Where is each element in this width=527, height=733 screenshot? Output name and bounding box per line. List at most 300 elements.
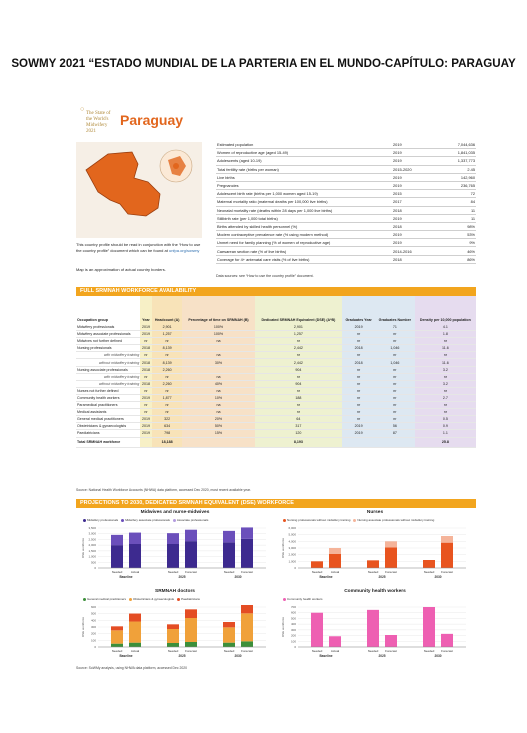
workforce-cell: 30%: [182, 359, 254, 366]
y-tick-label: 400: [290, 622, 296, 627]
workforce-cell: 188: [255, 394, 343, 401]
stats-row: [216, 206, 476, 214]
bar-segment: [241, 527, 253, 538]
bar-segment: [241, 641, 253, 647]
bar-segment: [367, 610, 379, 647]
workforce-header: Year: [140, 296, 152, 324]
workforce-total-empty: [342, 437, 375, 447]
y-tick-label: 1,500: [88, 548, 96, 553]
workforce-cell: without midwifery training: [76, 359, 140, 366]
stats-year: 2015-2020: [392, 165, 438, 173]
legend-item: [126, 597, 174, 601]
workforce-cell: 2,442: [255, 345, 343, 352]
country-profile: [76, 104, 476, 284]
workforce-total-label: Total SRMNAH workforce: [76, 437, 140, 447]
legend-label: Community health workers: [287, 597, 323, 601]
workforce-cell: 40%: [182, 380, 254, 387]
workforce-cell: 1.8: [415, 331, 476, 338]
group-label: 2030: [234, 575, 242, 579]
workforce-cell: 1,257: [255, 331, 343, 338]
y-tick-label: 500: [290, 616, 296, 621]
stats-label: Adolescent birth rate (births per 1,000 women aged 15-19): [216, 190, 392, 198]
bar-segment: [241, 539, 253, 568]
workforce-cell: nr: [140, 402, 152, 409]
workforce-cell: Midwives not further defined: [76, 338, 140, 345]
workforce-cell: na: [182, 352, 254, 359]
workforce-header: Graduates Number: [375, 296, 415, 324]
stats-year: 2015: [392, 190, 438, 198]
workforce-cell: 904: [255, 380, 343, 387]
workforce-cell: 634: [152, 423, 183, 430]
workforce-cell: Nursing professionals: [76, 345, 140, 352]
legend-chw: [280, 597, 323, 601]
chart-title-nurses: Nurses: [366, 510, 384, 515]
x-tick-label: Needed: [223, 570, 235, 574]
workforce-cell: Paediatricians: [76, 430, 140, 437]
bar-segment: [385, 541, 397, 547]
stats-row: [216, 231, 476, 239]
workforce-cell: 2019: [141, 395, 150, 400]
stats-value: 98%: [438, 222, 476, 230]
group-label: Baseline: [119, 654, 133, 658]
workforce-row: [76, 331, 476, 338]
bar-segment: [185, 642, 197, 647]
x-tick-label: Forecast: [385, 570, 397, 574]
stats-value: 84: [438, 198, 476, 206]
stats-label: Unmet need for family planning (% of women of reproductive age): [216, 239, 392, 247]
workforce-cell: 2019: [141, 424, 150, 429]
document-heading: SOWMY 2021 “ESTADO MUNDIAL DE LA PARTERIA EN EL MUNDO-CAPÍTULO: PARAGUAY: [11, 57, 516, 70]
stats-label: Women of reproductive age (aged 15-49): [216, 149, 392, 157]
bar-segment: [111, 535, 123, 545]
stats-row: [216, 173, 476, 181]
workforce-cell: 15%: [182, 430, 254, 437]
y-tick-label: 0: [94, 566, 96, 570]
workforce-row: [76, 380, 476, 387]
y-tick-label: 2,500: [88, 537, 96, 542]
y-axis-label: DSE workforce: [81, 537, 85, 559]
workforce-cell: 2018: [342, 359, 375, 366]
y-tick-label: 600: [90, 605, 96, 609]
y-tick-label: 300: [90, 625, 96, 629]
legend-label: Paediatricians: [181, 597, 200, 601]
stats-value: 7,044,636: [438, 141, 476, 149]
stats-year: 2019: [392, 239, 438, 247]
workforce-cell: Medical assistants: [76, 409, 140, 416]
group-label: 2030: [434, 654, 442, 658]
workforce-cell: General medical practitioners: [76, 416, 140, 423]
bar-segment: [167, 544, 179, 568]
stats-value: 1,841,035: [438, 149, 476, 157]
workforce-cell: nr: [415, 409, 476, 416]
workforce-cell: nr: [375, 402, 415, 409]
y-tick-label: 6,000: [288, 526, 296, 530]
workforce-row: [76, 338, 476, 345]
stats-label: Estimated population: [216, 141, 392, 149]
workforce-cell: Midwifery associate professionals: [76, 331, 140, 338]
workforce-cell: nr: [152, 352, 183, 359]
workforce-cell: 10%: [182, 394, 254, 401]
bar-segment: [311, 561, 323, 568]
chart-nurses: [280, 526, 470, 584]
profile-url-link[interactable]: unfpa.org/sowmy: [168, 248, 200, 253]
workforce-total-density: 25.8: [415, 437, 476, 447]
bar-segment: [441, 536, 453, 543]
bar-segment: [223, 531, 235, 542]
workforce-total-headcount: 18,188: [152, 437, 183, 447]
stats-row: [216, 141, 476, 149]
legend-swatch: [83, 598, 86, 601]
stats-label: Modern contraceptive prevalence rate (% using modern method): [216, 231, 392, 239]
group-label: 2025: [178, 575, 186, 579]
stats-year: 2014-2016: [392, 247, 438, 255]
legend-label: Midwifery associate professionals: [125, 518, 170, 522]
workforce-row: [76, 352, 476, 359]
stats-row: [216, 255, 476, 263]
bar-segment: [129, 544, 141, 568]
y-tick-label: 0: [294, 645, 296, 649]
workforce-cell: 8,139: [152, 359, 183, 366]
legend-swatch: [283, 519, 286, 522]
workforce-cell: 2019: [141, 431, 150, 436]
workforce-cell: with midwifery training: [76, 352, 140, 359]
bar-segment: [185, 618, 197, 642]
workforce-cell: nr: [152, 409, 183, 416]
legend-swatch: [283, 598, 286, 601]
y-tick-label: 700: [290, 605, 296, 609]
workforce-cell: nr: [375, 366, 415, 373]
group-label: 2025: [178, 654, 186, 658]
bar-segment: [441, 634, 453, 647]
y-tick-label: 0: [94, 645, 96, 649]
bar-segment: [167, 624, 179, 629]
chart-title-chw: Community health workers: [344, 589, 406, 594]
stats-year: 2018: [392, 206, 438, 214]
stats-year: 2019: [392, 173, 438, 181]
legend-label: Associate professionals: [176, 518, 209, 522]
x-tick-label: Needed: [167, 570, 179, 574]
bar-segment: [129, 643, 141, 647]
logo-text: The State of the World's Midwifery 2021: [86, 111, 111, 134]
stats-year: 2019: [392, 214, 438, 222]
bar-segment: [223, 622, 235, 627]
workforce-total-empty: [182, 437, 254, 447]
workforce-cell: nr: [255, 402, 343, 409]
workforce-row: [76, 402, 476, 409]
y-tick-label: 1,000: [88, 554, 96, 559]
x-tick-label: Forecast: [441, 649, 453, 653]
group-label: 2030: [434, 575, 442, 579]
legend-label: Midwifery professionals: [87, 518, 119, 522]
workforce-cell: 2019: [342, 430, 375, 437]
legend-doctors: [80, 597, 200, 601]
workforce-cell: nr: [152, 338, 183, 345]
bar-segment: [167, 643, 179, 647]
workforce-row: [76, 373, 476, 380]
x-tick-label: Needed: [423, 570, 435, 574]
x-tick-label: Forecast: [241, 649, 253, 653]
workforce-total-empty: [375, 437, 415, 447]
chart-svg: [80, 605, 270, 663]
bar-segment: [111, 644, 123, 647]
legend-item: [80, 518, 118, 522]
stats-label: Stillbirth rate (per 1,000 total births): [216, 214, 392, 222]
y-tick-label: 0: [294, 566, 296, 570]
profile-note: [76, 242, 202, 254]
x-tick-label: Needed: [167, 649, 179, 653]
workforce-cell: Obstetricians & gynaecologists: [76, 423, 140, 430]
y-tick-label: 1,000: [288, 559, 296, 564]
stats-label: Pregnancies: [216, 181, 392, 189]
profile-note-text: This country profile should be read in conjunction with the “How to use the country profile” document which can be found at: [76, 242, 201, 253]
x-tick-label: Needed: [111, 649, 123, 653]
legend-item: [350, 518, 434, 522]
workforce-cell: 0.5: [415, 416, 476, 423]
chart-midwives: [80, 526, 270, 584]
stats-source: Data sources: see “How to use the country profile” document.: [216, 274, 314, 278]
bar-segment: [129, 614, 141, 622]
workforce-cell: nr: [342, 416, 375, 423]
stats-label: Adolescents (aged 10-19): [216, 157, 392, 165]
bar-segment: [329, 636, 341, 647]
stats-value: 236,765: [438, 181, 476, 189]
legend-label: General medical practitioners: [87, 597, 127, 601]
bar-segment: [167, 533, 179, 544]
y-tick-label: 500: [90, 560, 96, 565]
stats-year: 2019: [392, 231, 438, 239]
workforce-cell: 2019: [141, 417, 150, 422]
bar-segment: [385, 635, 397, 647]
legend-midwives: [80, 518, 208, 522]
workforce-row: [76, 394, 476, 401]
workforce-header-row: [76, 296, 476, 324]
workforce-cell: [182, 345, 254, 352]
chart-svg: [280, 605, 470, 663]
stats-value: 72: [438, 190, 476, 198]
workforce-table: [76, 296, 476, 448]
workforce-cell: 904: [255, 366, 343, 373]
bar-segment: [241, 613, 253, 641]
workforce-cell: nr: [255, 387, 343, 394]
bar-segment: [167, 629, 179, 643]
x-tick-label: Forecast: [441, 570, 453, 574]
workforce-cell: 2019: [141, 332, 150, 337]
y-tick-label: 300: [290, 627, 296, 632]
y-axis-label: DSE workforce: [81, 616, 85, 638]
country-stats-table: [216, 141, 476, 264]
bar-segment: [185, 530, 197, 541]
chart-svg: [80, 526, 270, 584]
workforce-cell: nr: [255, 409, 343, 416]
bar-segment: [111, 630, 123, 643]
bar-segment: [329, 548, 341, 554]
workforce-cell: nr: [342, 409, 375, 416]
country-name: Paraguay: [120, 112, 184, 128]
stats-value: 53%: [438, 231, 476, 239]
y-tick-label: 200: [290, 633, 296, 638]
workforce-cell: nr: [375, 387, 415, 394]
bar-segment: [185, 541, 197, 568]
workforce-cell: nr: [140, 387, 152, 394]
x-tick-label: Needed: [223, 649, 235, 653]
workforce-cell: without midwifery training: [76, 380, 140, 387]
workforce-cell: with midwifery training: [76, 373, 140, 380]
x-tick-label: Needed: [311, 649, 323, 653]
workforce-cell: nr: [342, 352, 375, 359]
workforce-cell: nr: [342, 387, 375, 394]
legend-item: [174, 597, 200, 601]
workforce-cell: 317: [255, 423, 343, 430]
stats-label: Births attended by skilled health personnel (%): [216, 222, 392, 230]
workforce-cell: 1,046: [375, 345, 415, 352]
workforce-cell: 2019: [342, 423, 375, 430]
y-tick-label: 600: [290, 610, 296, 615]
workforce-cell: nr: [375, 380, 415, 387]
chart-doctors: [80, 605, 270, 663]
bar-segment: [441, 543, 453, 568]
workforce-header: Dedicated SRMNAH Equivalent (DSE) (A*B): [255, 296, 343, 324]
x-tick-label: Forecast: [241, 570, 253, 574]
y-tick-label: 200: [90, 631, 96, 636]
x-tick-label: Actual: [330, 570, 340, 574]
workforce-cell: 2,901: [255, 324, 343, 331]
workforce-row: [76, 366, 476, 373]
workforce-cell: nr: [415, 352, 476, 359]
workforce-cell: 4.1: [415, 324, 476, 331]
workforce-cell: 11.6: [415, 359, 476, 366]
y-axis-label: DSE workforce: [281, 616, 285, 638]
workforce-row: [76, 387, 476, 394]
workforce-total-empty: [140, 437, 152, 447]
group-label: Baseline: [319, 575, 333, 579]
group-label: Baseline: [319, 654, 333, 658]
y-tick-label: 2,000: [88, 543, 96, 548]
workforce-cell: nr: [375, 331, 415, 338]
legend-label: Obstetricians & gynaecologists: [133, 597, 175, 601]
stats-value: 9%: [438, 239, 476, 247]
workforce-cell: 2,260: [152, 380, 183, 387]
group-label: 2025: [378, 654, 386, 658]
y-tick-label: 3,000: [88, 531, 96, 536]
workforce-row: [76, 409, 476, 416]
stats-row: [216, 157, 476, 165]
y-axis-label: DSE workforce: [281, 537, 285, 559]
group-label: 2030: [234, 654, 242, 658]
workforce-cell: nr: [152, 373, 183, 380]
workforce-cell: nr: [140, 373, 152, 380]
legend-swatch: [177, 598, 180, 601]
workforce-cell: nr: [342, 380, 375, 387]
stats-row: [216, 190, 476, 198]
workforce-cell: nr: [375, 338, 415, 345]
workforce-cell: 8,139: [152, 345, 183, 352]
workforce-cell: 1.1: [415, 430, 476, 437]
legend-label: Nursing associate professionals without midwifery training: [357, 518, 435, 522]
workforce-cell: nr: [415, 387, 476, 394]
y-tick-label: 2,000: [288, 552, 296, 557]
workforce-cell: nr: [342, 373, 375, 380]
workforce-cell: Midwifery professionals: [76, 324, 140, 331]
workforce-cell: 2018: [141, 360, 150, 365]
workforce-row: [76, 345, 476, 352]
globe-icon: ○: [80, 106, 85, 113]
workforce-cell: 20%: [182, 416, 254, 423]
y-tick-label: 500: [90, 611, 96, 616]
workforce-cell: 2019: [342, 324, 375, 331]
legend-item: [118, 518, 170, 522]
workforce-cell: 2018: [141, 367, 150, 372]
bar-segment: [129, 622, 141, 643]
stats-row: [216, 214, 476, 222]
legend-nurses: [280, 518, 434, 522]
bar-segment: [111, 545, 123, 568]
y-tick-label: 5,000: [288, 532, 296, 537]
legend-swatch: [83, 519, 86, 522]
bar-segment: [223, 542, 235, 568]
workforce-cell: Nurses not further defined: [76, 387, 140, 394]
workforce-cell: na: [182, 402, 254, 409]
bar-segment: [185, 609, 197, 618]
workforce-cell: nr: [342, 366, 375, 373]
stats-year: 2017: [392, 198, 438, 206]
workforce-cell: 71: [375, 324, 415, 331]
workforce-cell: 64: [255, 416, 343, 423]
x-tick-label: Forecast: [185, 649, 197, 653]
stats-value: 46%: [438, 247, 476, 255]
bar-segment: [423, 607, 435, 647]
y-tick-label: 3,500: [88, 526, 96, 530]
workforce-cell: 2,260: [152, 366, 183, 373]
stats-label: Maternal mortality ratio (maternal deaths per 100,000 live births): [216, 198, 392, 206]
stats-value: 1,337,773: [438, 157, 476, 165]
stats-value: 2.45: [438, 165, 476, 173]
legend-item: [170, 518, 209, 522]
workforce-cell: nr: [375, 394, 415, 401]
group-label: 2025: [378, 575, 386, 579]
legend-swatch: [173, 519, 176, 522]
chart-svg: [280, 526, 470, 584]
workforce-cell: 2,901: [152, 324, 183, 331]
workforce-cell: 2018: [141, 346, 150, 351]
workforce-cell: 87: [375, 430, 415, 437]
stats-row: [216, 198, 476, 206]
stats-value: 11: [438, 206, 476, 214]
workforce-cell: nr: [152, 402, 183, 409]
stats-row: [216, 181, 476, 189]
y-tick-label: 400: [90, 618, 96, 623]
stats-year: 2019: [392, 141, 438, 149]
workforce-cell: nr: [342, 394, 375, 401]
workforce-cell: [182, 366, 254, 373]
bar-segment: [241, 605, 253, 613]
workforce-cell: 56: [375, 423, 415, 430]
workforce-cell: 3.2: [415, 366, 476, 373]
bar-segment: [385, 547, 397, 568]
workforce-cell: nr: [152, 387, 183, 394]
chart-title-doctors: SRMNAH doctors: [155, 589, 195, 594]
y-tick-label: 4,000: [288, 539, 296, 544]
workforce-row: [76, 359, 476, 366]
stats-value: 86%: [438, 255, 476, 263]
stats-year: 2019: [392, 181, 438, 189]
stats-value: 11: [438, 214, 476, 222]
workforce-row: [76, 423, 476, 430]
workforce-cell: 2.7: [415, 394, 476, 401]
workforce-cell: 11.6: [415, 345, 476, 352]
workforce-total-dse: 8,193: [255, 437, 343, 447]
bar-segment: [111, 626, 123, 630]
x-tick-label: Actual: [330, 649, 340, 653]
